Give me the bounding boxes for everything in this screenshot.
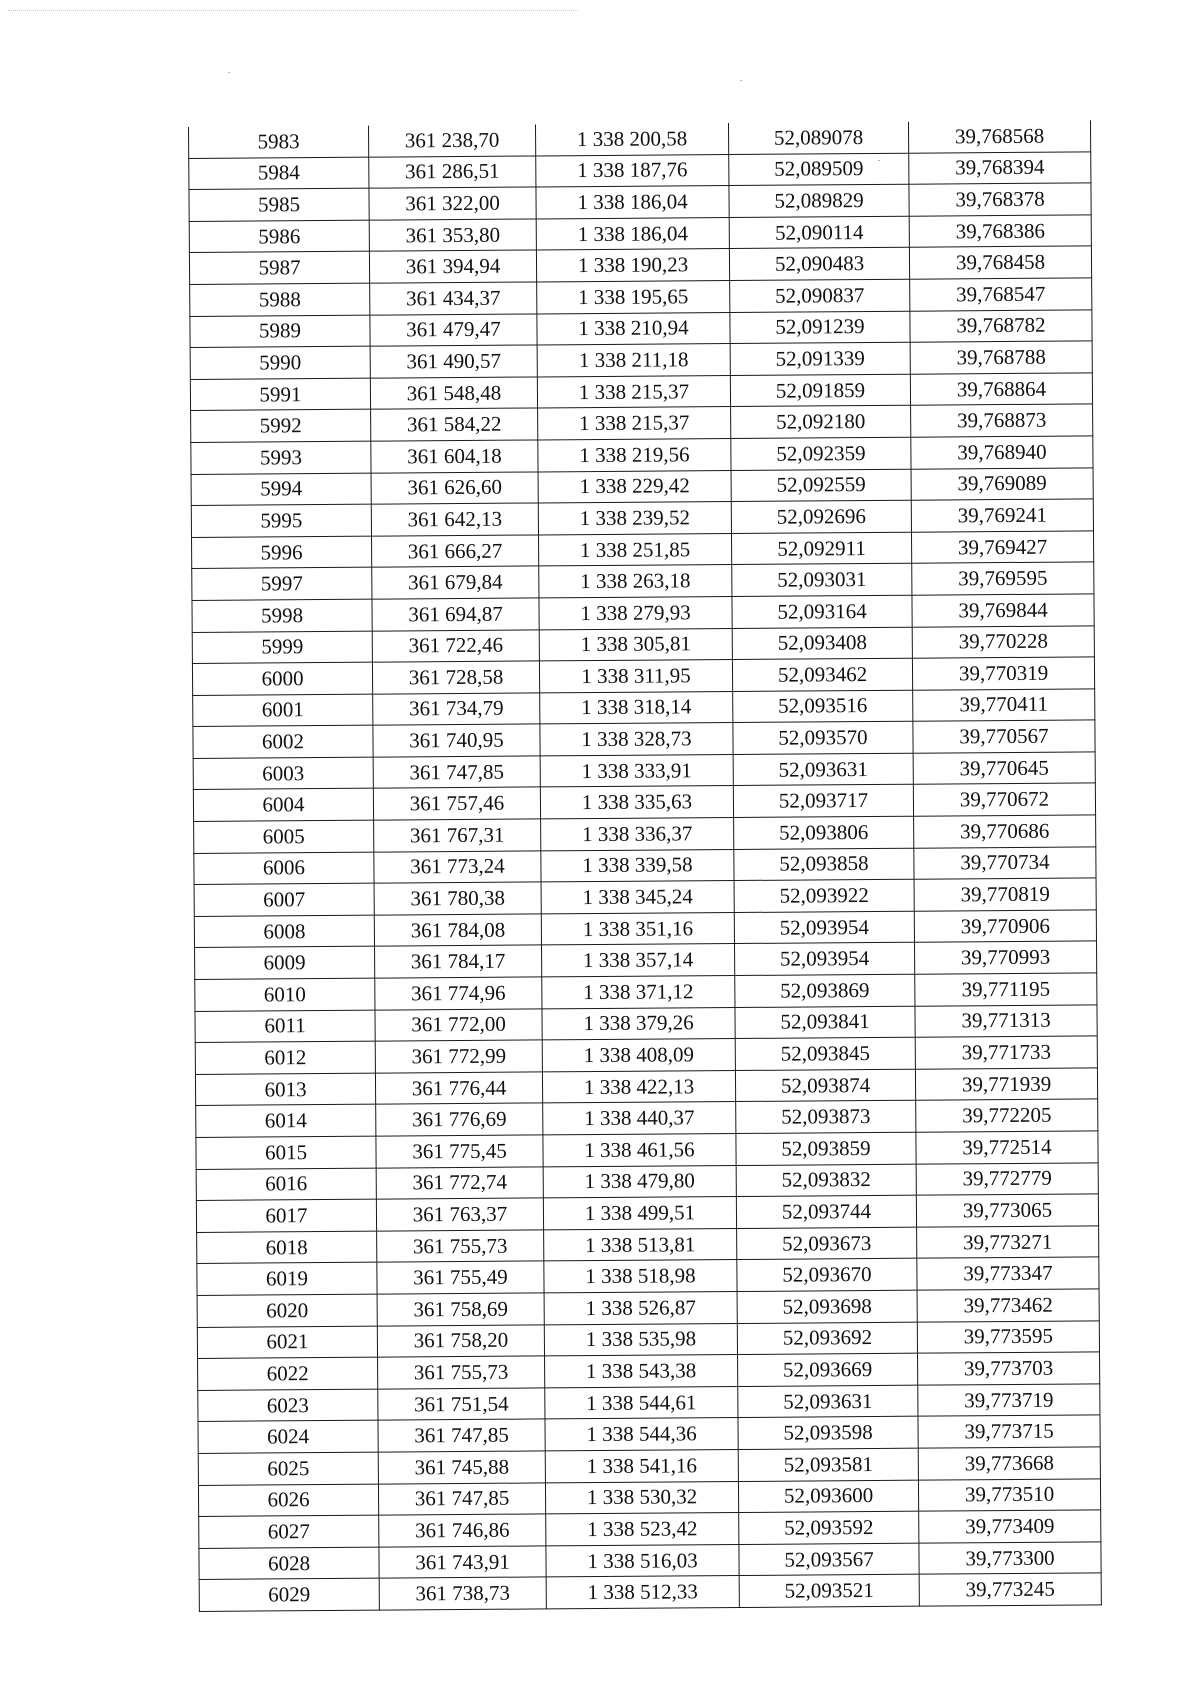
point-number-cell: 5988 bbox=[190, 283, 370, 316]
point-number-cell: 6026 bbox=[198, 1484, 378, 1517]
y-coordinate-cell: 1 338 513,81 bbox=[544, 1228, 737, 1261]
point-number-cell: 6018 bbox=[197, 1231, 377, 1264]
y-coordinate-cell: 1 338 479,80 bbox=[543, 1165, 736, 1198]
x-coordinate-cell: 361 584,22 bbox=[371, 408, 538, 441]
longitude-cell: 39,772205 bbox=[916, 1099, 1098, 1132]
longitude-cell: 39,768782 bbox=[910, 309, 1092, 342]
x-coordinate-cell: 361 734,79 bbox=[373, 693, 540, 726]
point-number-cell: 6021 bbox=[197, 1326, 377, 1359]
longitude-cell: 39,770734 bbox=[914, 847, 1096, 880]
latitude-cell: 52,093673 bbox=[737, 1227, 917, 1260]
point-number-cell: 6011 bbox=[195, 1010, 375, 1043]
x-coordinate-cell: 361 772,99 bbox=[375, 1040, 542, 1073]
longitude-cell: 39,768378 bbox=[909, 183, 1091, 216]
point-number-cell: 6003 bbox=[193, 757, 373, 790]
point-number-cell: 6022 bbox=[198, 1357, 378, 1390]
latitude-cell: 52,093873 bbox=[736, 1101, 916, 1134]
latitude-cell: 52,093874 bbox=[735, 1069, 915, 1102]
y-coordinate-cell: 1 338 512,33 bbox=[546, 1576, 739, 1609]
y-coordinate-cell: 1 338 422,13 bbox=[542, 1070, 735, 1103]
x-coordinate-cell: 361 490,57 bbox=[370, 345, 537, 378]
x-coordinate-cell: 361 743,91 bbox=[379, 1546, 546, 1579]
x-coordinate-cell: 361 679,84 bbox=[372, 566, 539, 599]
latitude-cell: 52,093744 bbox=[736, 1195, 916, 1228]
point-number-cell: 5995 bbox=[191, 504, 371, 537]
latitude-cell: 52,093598 bbox=[738, 1417, 918, 1450]
y-coordinate-cell: 1 338 335,63 bbox=[540, 786, 733, 819]
y-coordinate-cell: 1 338 408,09 bbox=[542, 1039, 735, 1072]
x-coordinate-cell: 361 755,73 bbox=[378, 1356, 545, 1389]
latitude-cell: 52,093631 bbox=[738, 1385, 918, 1418]
longitude-cell: 39,770567 bbox=[913, 720, 1095, 753]
latitude-cell: 52,093806 bbox=[734, 816, 914, 849]
latitude-cell: 52,092696 bbox=[731, 500, 911, 533]
point-number-cell: 6027 bbox=[199, 1515, 379, 1548]
longitude-cell: 39,768547 bbox=[910, 278, 1092, 311]
point-number-cell: 6025 bbox=[198, 1452, 378, 1485]
longitude-cell: 39,770819 bbox=[914, 878, 1096, 911]
scan-speck bbox=[228, 72, 230, 73]
x-coordinate-cell: 361 666,27 bbox=[372, 535, 539, 568]
latitude-cell: 52,093408 bbox=[732, 627, 912, 660]
point-number-cell: 5999 bbox=[192, 631, 372, 664]
x-coordinate-cell: 361 784,17 bbox=[375, 945, 542, 978]
latitude-cell: 52,091339 bbox=[730, 342, 910, 375]
scan-speck bbox=[740, 80, 742, 81]
longitude-cell: 39,773347 bbox=[917, 1257, 1099, 1290]
x-coordinate-cell: 361 479,47 bbox=[370, 314, 537, 347]
x-coordinate-cell: 361 755,73 bbox=[377, 1230, 544, 1263]
x-coordinate-cell: 361 626,60 bbox=[371, 471, 538, 504]
latitude-cell: 52,089829 bbox=[729, 184, 909, 217]
point-number-cell: 6009 bbox=[195, 947, 375, 980]
latitude-cell: 52,092911 bbox=[731, 532, 911, 565]
y-coordinate-cell: 1 338 541,16 bbox=[545, 1449, 738, 1482]
longitude-cell: 39,769844 bbox=[912, 594, 1094, 627]
longitude-cell: 39,768788 bbox=[910, 341, 1092, 374]
coordinates-table bbox=[188, 120, 1102, 1611]
x-coordinate-cell: 361 394,94 bbox=[369, 250, 536, 283]
x-coordinate-cell: 361 758,20 bbox=[377, 1324, 544, 1357]
longitude-cell: 39,770686 bbox=[914, 815, 1096, 848]
latitude-cell: 52,092180 bbox=[731, 406, 911, 439]
y-coordinate-cell: 1 338 544,36 bbox=[545, 1418, 738, 1451]
y-coordinate-cell: 1 338 336,37 bbox=[541, 818, 734, 851]
point-number-cell: 5996 bbox=[192, 536, 372, 569]
x-coordinate-cell: 361 763,37 bbox=[376, 1198, 543, 1231]
x-coordinate-cell: 361 286,51 bbox=[369, 156, 536, 189]
longitude-cell: 39,768458 bbox=[909, 246, 1091, 279]
latitude-cell: 52,093845 bbox=[735, 1037, 915, 1070]
longitude-cell: 39,771733 bbox=[915, 1036, 1097, 1069]
point-number-cell: 5991 bbox=[190, 378, 370, 411]
table-row bbox=[199, 1573, 1101, 1611]
longitude-cell: 39,769427 bbox=[911, 531, 1093, 564]
latitude-cell: 52,093581 bbox=[738, 1448, 918, 1481]
x-coordinate-cell: 361 238,70 bbox=[368, 124, 535, 156]
latitude-cell: 52,093869 bbox=[735, 974, 915, 1007]
longitude-cell: 39,773715 bbox=[918, 1415, 1100, 1448]
point-number-cell: 6013 bbox=[195, 1073, 375, 1106]
longitude-cell: 39,768394 bbox=[909, 151, 1091, 184]
y-coordinate-cell: 1 338 305,81 bbox=[539, 628, 732, 661]
x-coordinate-cell: 361 767,31 bbox=[374, 819, 541, 852]
longitude-cell: 39,768940 bbox=[911, 436, 1093, 469]
point-number-cell: 5990 bbox=[190, 346, 370, 379]
latitude-cell: 52,093567 bbox=[739, 1543, 919, 1576]
latitude-cell: 52,093954 bbox=[734, 911, 914, 944]
point-number-cell: 6015 bbox=[196, 1136, 376, 1169]
point-number-cell: 6006 bbox=[194, 852, 374, 885]
point-number-cell: 6005 bbox=[194, 820, 374, 853]
latitude-cell: 52,090114 bbox=[729, 216, 909, 249]
y-coordinate-cell: 1 338 251,85 bbox=[538, 533, 731, 566]
longitude-cell: 39,768873 bbox=[911, 404, 1093, 437]
x-coordinate-cell: 361 746,86 bbox=[379, 1514, 546, 1547]
point-number-cell: 5985 bbox=[189, 188, 369, 221]
x-coordinate-cell: 361 694,87 bbox=[372, 598, 539, 631]
coordinates-table-body bbox=[188, 120, 1101, 1611]
latitude-cell: 52,093521 bbox=[739, 1574, 919, 1607]
latitude-cell: 52,093164 bbox=[732, 595, 912, 628]
y-coordinate-cell: 1 338 530,32 bbox=[545, 1481, 738, 1514]
point-number-cell: 6010 bbox=[195, 978, 375, 1011]
y-coordinate-cell: 1 338 518,98 bbox=[544, 1260, 737, 1293]
longitude-cell: 39,768568 bbox=[908, 120, 1090, 152]
y-coordinate-cell: 1 338 229,42 bbox=[538, 470, 731, 503]
y-coordinate-cell: 1 338 440,37 bbox=[543, 1102, 736, 1135]
latitude-cell: 52,093600 bbox=[738, 1480, 918, 1513]
x-coordinate-cell: 361 757,46 bbox=[373, 787, 540, 820]
longitude-cell: 39,768386 bbox=[909, 215, 1091, 248]
x-coordinate-cell: 361 738,73 bbox=[379, 1577, 546, 1610]
latitude-cell: 52,093631 bbox=[733, 753, 913, 786]
longitude-cell: 39,769595 bbox=[912, 562, 1094, 595]
x-coordinate-cell: 361 642,13 bbox=[371, 503, 538, 536]
x-coordinate-cell: 361 758,69 bbox=[377, 1293, 544, 1326]
latitude-cell: 52,093570 bbox=[733, 721, 913, 754]
y-coordinate-cell: 1 338 526,87 bbox=[544, 1291, 737, 1324]
point-number-cell: 6002 bbox=[193, 725, 373, 758]
latitude-cell: 52,093692 bbox=[737, 1322, 917, 1355]
scan-artifact-line bbox=[8, 10, 578, 11]
point-number-cell: 6019 bbox=[197, 1263, 377, 1296]
point-number-cell: 6017 bbox=[196, 1199, 376, 1232]
x-coordinate-cell: 361 772,74 bbox=[376, 1167, 543, 1200]
latitude-cell: 52,093954 bbox=[735, 943, 915, 976]
point-number-cell: 6007 bbox=[194, 883, 374, 916]
x-coordinate-cell: 361 747,85 bbox=[378, 1419, 545, 1452]
y-coordinate-cell: 1 338 523,42 bbox=[546, 1513, 739, 1546]
point-number-cell: 5994 bbox=[191, 473, 371, 506]
longitude-cell: 39,770906 bbox=[914, 910, 1096, 943]
point-number-cell: 6012 bbox=[195, 1041, 375, 1074]
latitude-cell: 52,093031 bbox=[732, 564, 912, 597]
point-number-cell: 6004 bbox=[193, 789, 373, 822]
longitude-cell: 39,772514 bbox=[916, 1131, 1098, 1164]
longitude-cell: 39,773719 bbox=[918, 1384, 1100, 1417]
y-coordinate-cell: 1 338 499,51 bbox=[543, 1197, 736, 1230]
x-coordinate-cell: 361 775,45 bbox=[376, 1135, 543, 1168]
latitude-cell: 52,090483 bbox=[729, 248, 909, 281]
point-number-cell: 6016 bbox=[196, 1168, 376, 1201]
longitude-cell: 39,768864 bbox=[910, 373, 1092, 406]
longitude-cell: 39,770645 bbox=[913, 752, 1095, 785]
point-number-cell: 5993 bbox=[191, 441, 371, 474]
point-number-cell: 5984 bbox=[189, 157, 369, 190]
y-coordinate-cell: 1 338 357,14 bbox=[542, 944, 735, 977]
longitude-cell: 39,773409 bbox=[919, 1510, 1101, 1543]
y-coordinate-cell: 1 338 200,58 bbox=[535, 123, 728, 156]
x-coordinate-cell: 361 776,44 bbox=[375, 1072, 542, 1105]
longitude-cell: 39,773668 bbox=[918, 1447, 1100, 1480]
longitude-cell: 39,773462 bbox=[917, 1289, 1099, 1322]
longitude-cell: 39,771939 bbox=[915, 1068, 1097, 1101]
latitude-cell: 52,090837 bbox=[730, 279, 910, 312]
x-coordinate-cell: 361 774,96 bbox=[375, 977, 542, 1010]
longitude-cell: 39,770228 bbox=[912, 625, 1094, 658]
longitude-cell: 39,769089 bbox=[911, 467, 1093, 500]
longitude-cell: 39,769241 bbox=[911, 499, 1093, 532]
y-coordinate-cell: 1 338 239,52 bbox=[538, 502, 731, 535]
latitude-cell: 52,092559 bbox=[731, 469, 911, 502]
longitude-cell: 39,770411 bbox=[913, 689, 1095, 722]
longitude-cell: 39,771313 bbox=[915, 1004, 1097, 1037]
point-number-cell: 6029 bbox=[199, 1578, 379, 1611]
y-coordinate-cell: 1 338 379,26 bbox=[542, 1007, 735, 1040]
x-coordinate-cell: 361 353,80 bbox=[369, 219, 536, 252]
latitude-cell: 52,093462 bbox=[732, 658, 912, 691]
latitude-cell: 52,089078 bbox=[728, 122, 908, 154]
point-number-cell: 6024 bbox=[198, 1420, 378, 1453]
y-coordinate-cell: 1 338 215,37 bbox=[537, 375, 730, 408]
latitude-cell: 52,093717 bbox=[733, 785, 913, 818]
latitude-cell: 52,093670 bbox=[737, 1259, 917, 1292]
point-number-cell: 5986 bbox=[189, 220, 369, 253]
y-coordinate-cell: 1 338 535,98 bbox=[544, 1323, 737, 1356]
point-number-cell: 5989 bbox=[190, 315, 370, 348]
latitude-cell: 52,093841 bbox=[735, 1006, 915, 1039]
longitude-cell: 39,773300 bbox=[919, 1542, 1101, 1575]
x-coordinate-cell: 361 776,69 bbox=[376, 1103, 543, 1136]
y-coordinate-cell: 1 338 333,91 bbox=[540, 754, 733, 787]
longitude-cell: 39,773271 bbox=[917, 1226, 1099, 1259]
y-coordinate-cell: 1 338 190,23 bbox=[536, 249, 729, 282]
point-number-cell: 6028 bbox=[199, 1547, 379, 1580]
longitude-cell: 39,772779 bbox=[916, 1162, 1098, 1195]
longitude-cell: 39,773510 bbox=[918, 1478, 1100, 1511]
point-number-cell: 6023 bbox=[198, 1389, 378, 1422]
x-coordinate-cell: 361 322,00 bbox=[369, 187, 536, 220]
y-coordinate-cell: 1 338 211,18 bbox=[537, 344, 730, 377]
x-coordinate-cell: 361 751,54 bbox=[378, 1388, 545, 1421]
x-coordinate-cell: 361 604,18 bbox=[371, 440, 538, 473]
latitude-cell: 52,093922 bbox=[734, 879, 914, 912]
x-coordinate-cell: 361 434,37 bbox=[370, 282, 537, 315]
x-coordinate-cell: 361 772,00 bbox=[375, 1009, 542, 1042]
x-coordinate-cell: 361 780,38 bbox=[374, 882, 541, 915]
y-coordinate-cell: 1 338 345,24 bbox=[541, 881, 734, 914]
latitude-cell: 52,091239 bbox=[730, 311, 910, 344]
latitude-cell: 52,092359 bbox=[731, 437, 911, 470]
longitude-cell: 39,771195 bbox=[915, 973, 1097, 1006]
longitude-cell: 39,773065 bbox=[916, 1194, 1098, 1227]
point-number-cell: 6014 bbox=[196, 1105, 376, 1138]
x-coordinate-cell: 361 773,24 bbox=[374, 851, 541, 884]
y-coordinate-cell: 1 338 339,58 bbox=[541, 849, 734, 882]
x-coordinate-cell: 361 784,08 bbox=[374, 914, 541, 947]
longitude-cell: 39,770319 bbox=[912, 657, 1094, 690]
latitude-cell: 52,093858 bbox=[734, 848, 914, 881]
x-coordinate-cell: 361 747,85 bbox=[378, 1482, 545, 1515]
y-coordinate-cell: 1 338 279,93 bbox=[539, 596, 732, 629]
y-coordinate-cell: 1 338 186,04 bbox=[536, 217, 729, 250]
longitude-cell: 39,773595 bbox=[917, 1320, 1099, 1353]
y-coordinate-cell: 1 338 186,04 bbox=[536, 186, 729, 219]
y-coordinate-cell: 1 338 461,56 bbox=[543, 1134, 736, 1167]
longitude-cell: 39,773703 bbox=[918, 1352, 1100, 1385]
y-coordinate-cell: 1 338 311,95 bbox=[539, 660, 732, 693]
longitude-cell: 39,770993 bbox=[914, 941, 1096, 974]
latitude-cell: 52,093832 bbox=[736, 1164, 916, 1197]
y-coordinate-cell: 1 338 371,12 bbox=[542, 976, 735, 1009]
y-coordinate-cell: 1 338 328,73 bbox=[540, 723, 733, 756]
point-number-cell: 6000 bbox=[192, 662, 372, 695]
point-number-cell: 5992 bbox=[191, 410, 371, 443]
latitude-cell: 52,093516 bbox=[733, 690, 913, 723]
longitude-cell: 39,773245 bbox=[919, 1573, 1101, 1606]
y-coordinate-cell: 1 338 544,61 bbox=[545, 1386, 738, 1419]
point-number-cell: 5998 bbox=[192, 599, 372, 632]
y-coordinate-cell: 1 338 263,18 bbox=[539, 565, 732, 598]
point-number-cell: 5983 bbox=[188, 126, 368, 158]
latitude-cell: 52,089509 bbox=[729, 153, 909, 186]
latitude-cell: 52,093592 bbox=[739, 1511, 919, 1544]
x-coordinate-cell: 361 747,85 bbox=[373, 756, 540, 789]
x-coordinate-cell: 361 745,88 bbox=[378, 1451, 545, 1484]
y-coordinate-cell: 1 338 219,56 bbox=[538, 438, 731, 471]
point-number-cell: 6001 bbox=[193, 694, 373, 727]
point-number-cell: 6008 bbox=[194, 915, 374, 948]
latitude-cell: 52,091859 bbox=[730, 374, 910, 407]
x-coordinate-cell: 361 722,46 bbox=[372, 629, 539, 662]
point-number-cell: 6020 bbox=[197, 1294, 377, 1327]
y-coordinate-cell: 1 338 543,38 bbox=[545, 1355, 738, 1388]
y-coordinate-cell: 1 338 516,03 bbox=[546, 1544, 739, 1577]
point-number-cell: 5987 bbox=[189, 252, 369, 285]
longitude-cell: 39,770672 bbox=[913, 783, 1095, 816]
x-coordinate-cell: 361 548,48 bbox=[370, 377, 537, 410]
latitude-cell: 52,093698 bbox=[737, 1290, 917, 1323]
x-coordinate-cell: 361 728,58 bbox=[372, 661, 539, 694]
y-coordinate-cell: 1 338 351,16 bbox=[541, 912, 734, 945]
x-coordinate-cell: 361 755,49 bbox=[377, 1261, 544, 1294]
latitude-cell: 52,093859 bbox=[736, 1132, 916, 1165]
y-coordinate-cell: 1 338 195,65 bbox=[537, 281, 730, 314]
y-coordinate-cell: 1 338 210,94 bbox=[537, 312, 730, 345]
y-coordinate-cell: 1 338 187,76 bbox=[536, 154, 729, 187]
latitude-cell: 52,093669 bbox=[738, 1353, 918, 1386]
x-coordinate-cell: 361 740,95 bbox=[373, 724, 540, 757]
point-number-cell: 5997 bbox=[192, 567, 372, 600]
y-coordinate-cell: 1 338 215,37 bbox=[538, 407, 731, 440]
y-coordinate-cell: 1 338 318,14 bbox=[540, 691, 733, 724]
